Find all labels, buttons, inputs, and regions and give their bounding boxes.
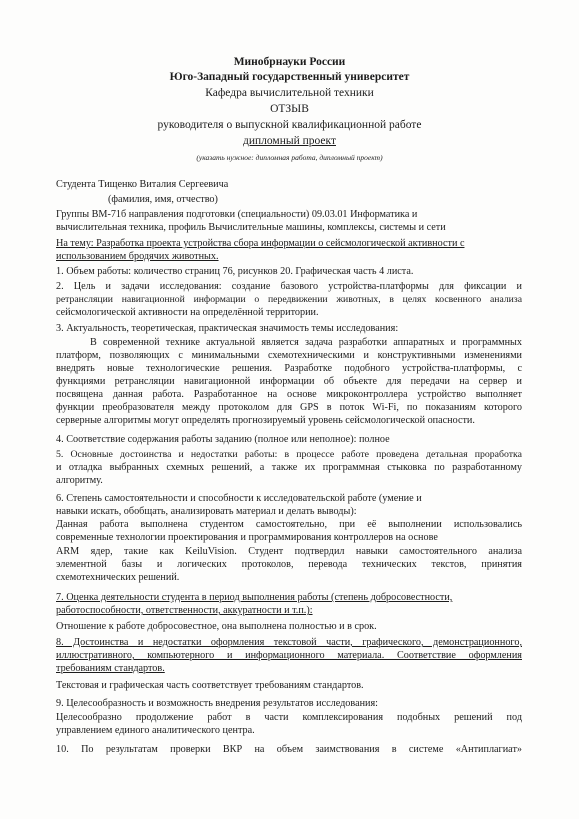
section-3-text-4: функциями ретрансляции навигационной информации об объекте для передачи на сервер и (56, 376, 522, 387)
section-2-line-3: сейсмологической активности на определённой территории. (56, 307, 319, 318)
section-8-heading-1: 8. Достоинства и недостатки оформления текстовой части, графического, демонстрационного, (56, 637, 522, 648)
group-line-1: Группы ВМ-71б направления подготовки (специальности) 09.03.01 Информатика и (56, 209, 418, 220)
section-4-conformity: 4. Соответствие содержания работы заданию (полное или неполное): полное (56, 434, 390, 445)
document-subtitle: руководителя о выпускной квалификационной работе (157, 119, 422, 131)
section-5-line-1: 5. Основные достоинства и недостатки работы: в процессе работе проведена детальная проработка (56, 449, 522, 460)
section-3-text-7: серверные алгоритмы могут определять прогнозируемый уровень сейсмологической опасности. (56, 415, 475, 426)
section-9-text-2: управлением единого аналитического центра. (56, 725, 255, 736)
section-6-text-5: схемотехнических решений. (56, 572, 180, 583)
section-3-text-2: платформ, позволяющих с минимальными схемотехническими и конструктивными изменениями (56, 350, 522, 361)
section-3-heading: 3. Актуальность, теоретическая, практическая значимость темы исследования: (56, 323, 399, 334)
section-2-line-2: ретрансляции навигационной информации о передвижении животных, в целях косвенного анализа (56, 294, 522, 305)
section-3-text-5: посвящена данная работа. Разработанное на основе микроконтроллера устройство выполняет (56, 389, 522, 400)
section-8-heading-3: требованиям стандартов. (56, 663, 165, 674)
section-7-text: Отношение к работе добросовестное, она выполнена полностью и в срок. (56, 621, 377, 632)
section-8-heading-2: иллюстративного, компьютерного и информационного материала. Соответствие оформления (56, 650, 522, 661)
section-5-line-3: алгоритму. (56, 475, 103, 486)
work-type: дипломный проект (243, 135, 336, 147)
section-5-line-2: и отладка выбранных схемных решений, а также их программная стыковка по разработанному (56, 462, 522, 473)
section-9-text-1: Целесообразно продолжение работ в части комплексирования подобных решений под (56, 712, 522, 723)
section-6-text-3: ARM ядер, такие как KeiluVision. Студент подтвердил навыки самостоятельного анализа (56, 546, 522, 557)
department-heading: Кафедра вычислительной техники (205, 87, 374, 99)
section-6-heading-1: 6. Степень самостоятельности и способности к исследовательской работе (умение и (56, 493, 422, 504)
section-1-volume: 1. Объем работы: количество страниц 76, рисунков 20. Графическая часть 4 листа. (56, 266, 414, 277)
document-title: ОТЗЫВ (270, 103, 309, 115)
student-name-caption: (фамилия, имя, отчество) (108, 194, 218, 205)
section-9-heading: 9. Целесообразность и возможность внедрения результатов исследования: (56, 698, 379, 709)
work-type-hint: (указать нужное: дипломная работа, дипломный проект) (196, 153, 383, 162)
section-3-text-1: В современной технике актуальной является задача разработки аппаратных и программных (90, 337, 522, 348)
student-name-line: Студента Тищенко Виталия Сергеевича (56, 179, 229, 190)
section-10-heading: 10. По результатам проверки ВКР на объем заимствования в системе «Антиплагиат» (56, 744, 522, 755)
group-line-2: вычислительная техника, профиль Вычислительные машины, комплексы, системы и сети (56, 222, 446, 233)
topic-line-1: На тему: Разработка проекта устройства сбора информации о сейсмологической активности с (56, 238, 465, 249)
section-8-text: Текстовая и графическая часть соответствует требованиям стандартов. (56, 680, 364, 691)
section-3-text-6: функции преобразователя между протоколом для GPS в поток Wi-Fi, по показаниям которого (56, 402, 522, 413)
section-2-line-1: 2. Цель и задачи исследования: создание базового устройства-платформы для фиксации и (56, 281, 522, 292)
section-3-text-3: внедрять новые технологические решения. Разработке подобного устройства-платформы, с (56, 363, 522, 374)
section-6-text-2: современные технологии проектирования и программирования контроллеров на основе (56, 532, 438, 543)
section-6-text-4: элементной базы и логических протоколов, перевода технических текстов, принятия (56, 559, 522, 570)
section-6-heading-2: навыки искать, обобщать, анализировать материал и делать выводы): (56, 506, 357, 517)
ministry-heading: Минобрнауки России (233, 56, 346, 68)
section-7-heading-2: работоспособности, ответственности, аккуратности и т.п.): (56, 605, 313, 616)
university-heading: Юго-Западный государственный университет (169, 71, 410, 83)
section-6-text-1: Данная работа выполнена студентом самостоятельно, при её выполнении использовались (56, 519, 522, 530)
section-7-heading-1: 7. Оценка деятельности студента в период выполнения работы (степень добросовестности, (56, 592, 453, 603)
topic-line-2: использованием бродячих животных. (56, 251, 219, 262)
